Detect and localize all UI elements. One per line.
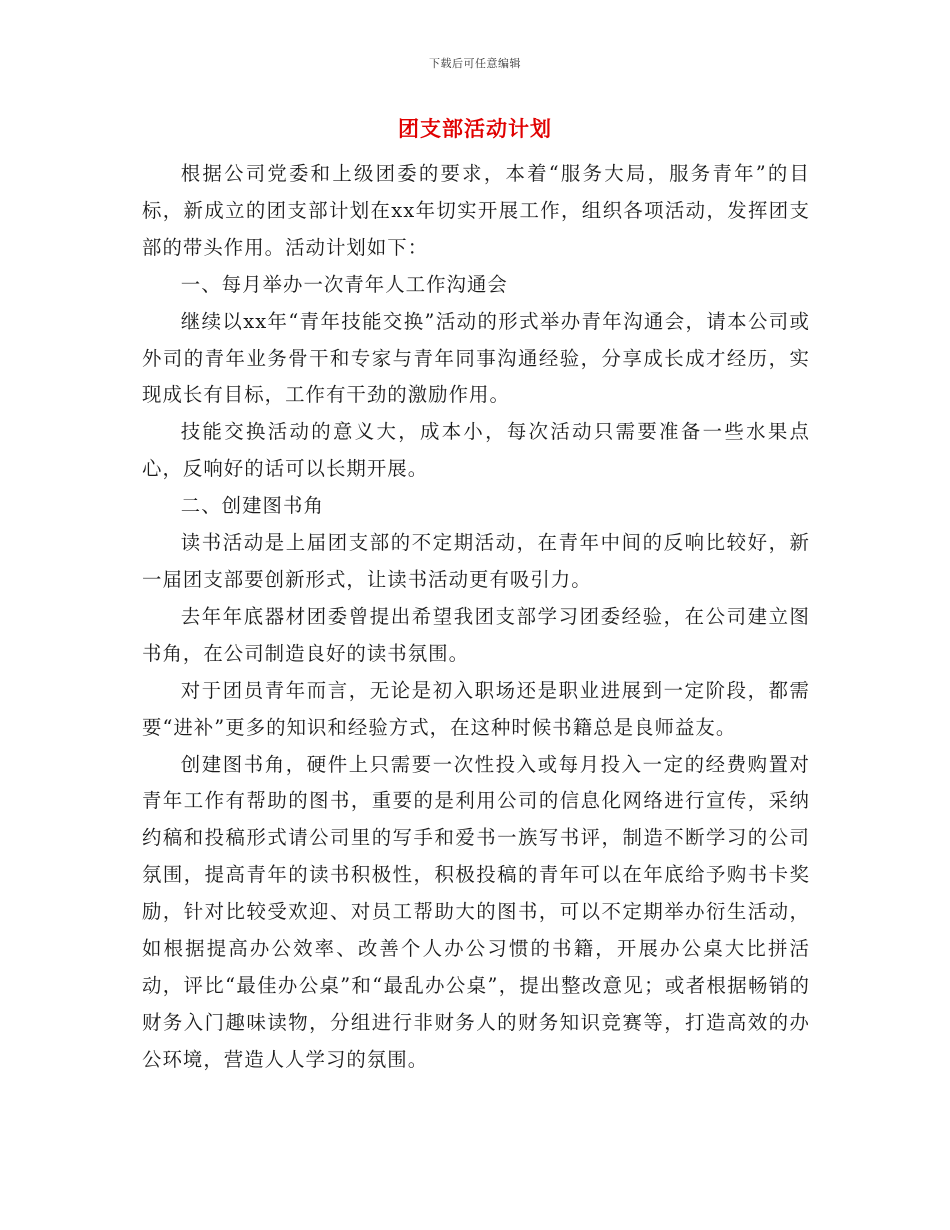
paragraph: 创建图书角，硬件上只需要一次性投入或每月投入一定的经费购置对青年工作有帮助的图书，重要的是利用公司的信息化网络进行宣传，采纳约稿和投稿形式请公司里的写手和爱书一族写书评，制造不断学习的公司氛围，提高青年的读书积极性，积极投稿的青年可以在年底给予购书卡奖励，针对比较受欢迎、对员工帮助大的图书，可以不定期举办衍生活动，如根据提高办公效率、改善个人办公习惯的书籍，开展办公桌大比拼活动，评比“最佳办公桌”和“最乱办公桌”，提出整改意见；或者根据畅销的财务入门趣味读物，分组进行非财务人的财务知识竞赛等，打造高效的办公环境，营造人人学习的氛围。 — [142, 752, 810, 1071]
document-title: 团支部活动计划 — [398, 116, 552, 141]
header-note: 下载后可任意编辑 — [429, 57, 521, 70]
paragraph: 读书活动是上届团支部的不定期活动，在青年中间的反响比较好，新一届团支部要创新形式，让读书活动更有吸引力。 — [142, 531, 810, 591]
document-body — [142, 156, 810, 1079]
paragraph: 继续以xx年“青年技能交换”活动的形式举办青年沟通会，请本公司或外司的青年业务骨干和专家与青年同事沟通经验，分享成长成才经历，实现成长有目标，工作有干劲的激励作用。 — [142, 309, 810, 407]
section-heading-2: 二、创建图书角 — [180, 494, 324, 518]
paragraph: 技能交换活动的意义大，成本小，每次活动只需要准备一些水果点心，反响好的话可以长期开展。 — [142, 420, 810, 481]
paragraph: 对于团员青年而言，无论是初入职场还是职业进展到一定阶段，都需要“进补”更多的知识和经验方式，在这种时候书籍总是良师益友。 — [142, 678, 810, 739]
paragraph: 去年年底器材团委曾提出希望我团支部学习团委经验，在公司建立图书角，在公司制造良好的读书氛围。 — [142, 604, 810, 665]
section-heading-1: 一、每月举办一次青年人工作沟通会 — [180, 272, 508, 296]
paragraph-intro: 根据公司党委和上级团委的要求，本着“服务大局，服务青年”的目标，新成立的团支部计划在xx年切实开展工作，组织各项活动，发挥团支部的带头作用。活动计划如下： — [142, 162, 810, 259]
